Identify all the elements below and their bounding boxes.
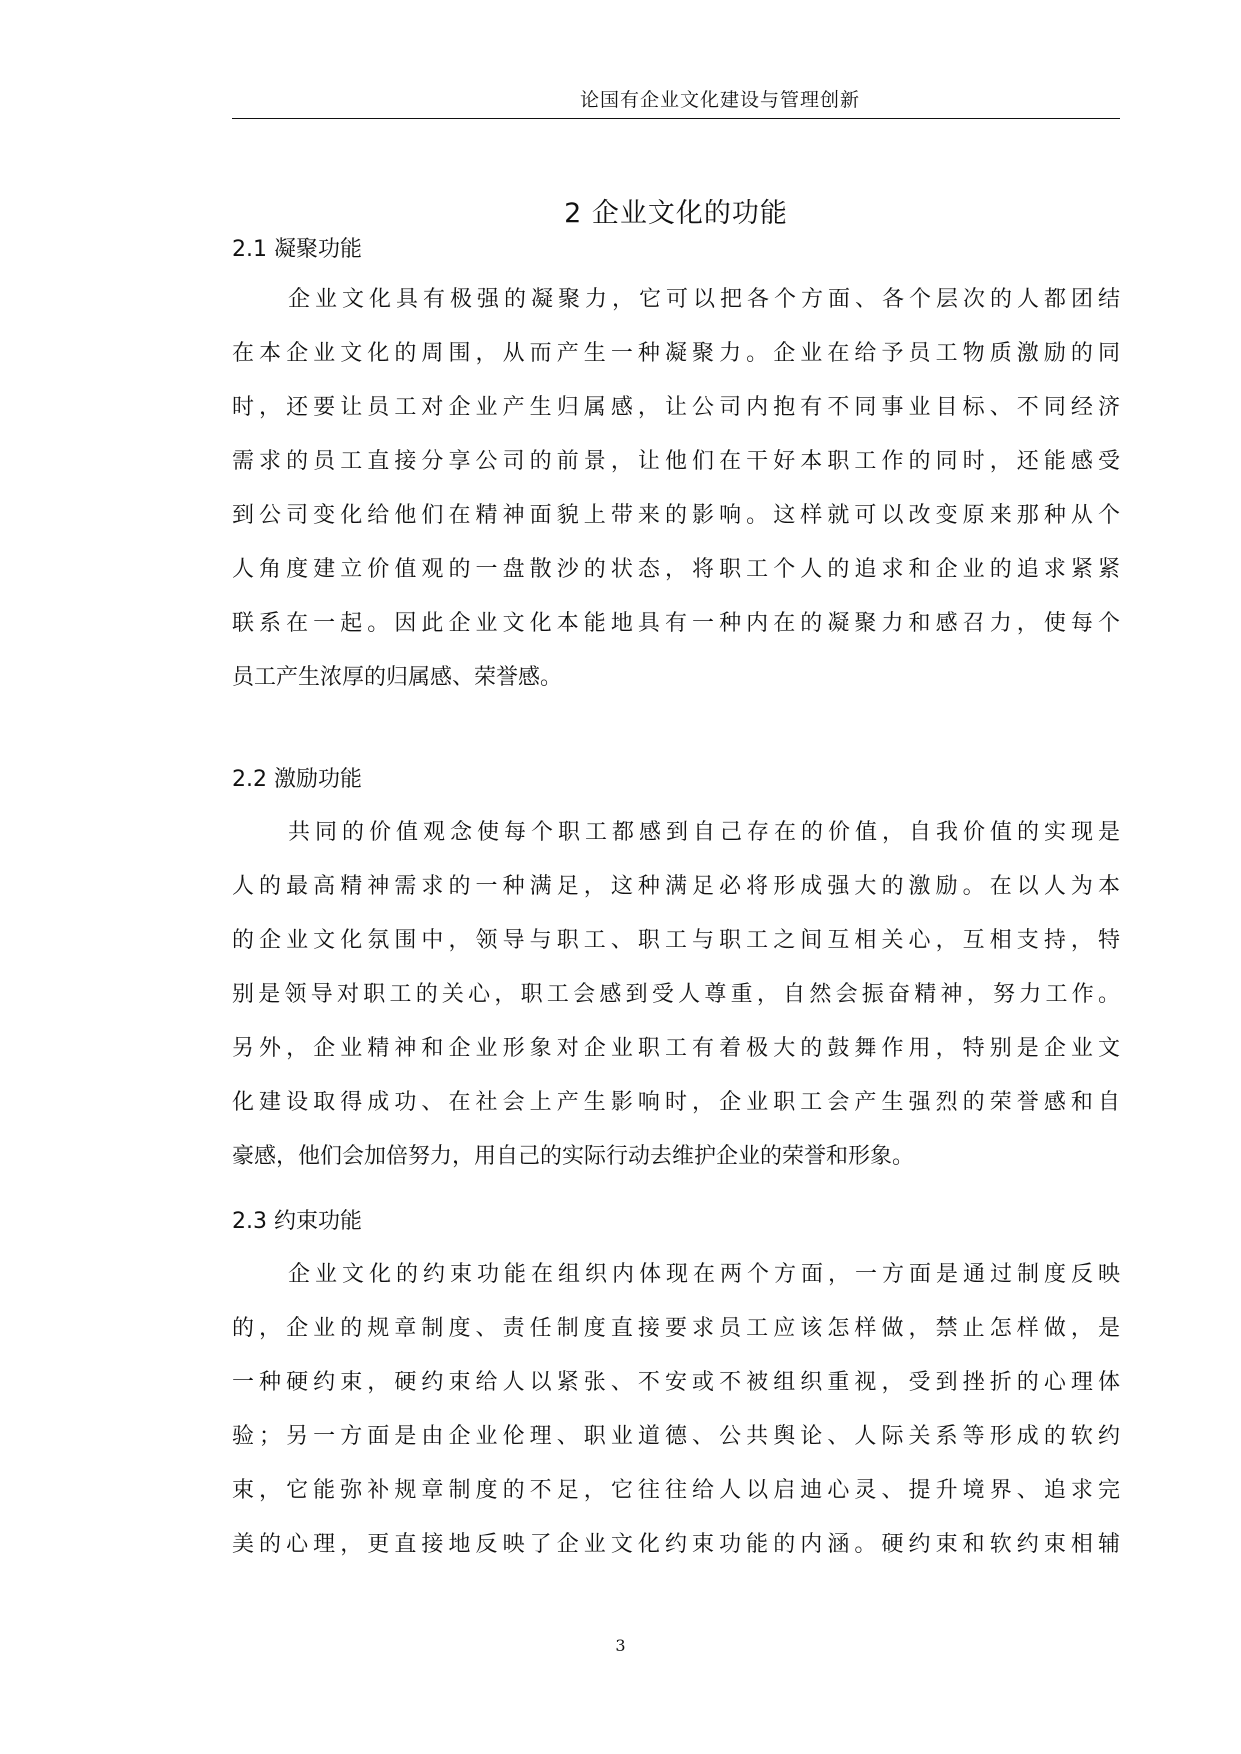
paragraph-line: 在本企业文化的周围，从而产生一种凝聚力。企业在给予员工物质激励的同 — [232, 341, 1120, 366]
paragraph-line: 束，它能弥补规章制度的不足，它往往给人以启迪心灵、提升境界、追求完 — [232, 1478, 1120, 1503]
page-number: 3 — [615, 1636, 626, 1655]
paragraph-line: 企业文化的约束功能在组织内体现在两个方面，一方面是通过制度反映 — [288, 1262, 1120, 1287]
paragraph-line: 人角度建立价值观的一盘散沙的状态，将职工个人的追求和企业的追求紧紧 — [232, 557, 1120, 582]
paragraph-line: 企业文化具有极强的凝聚力，它可以把各个方面、各个层次的人都团结 — [288, 287, 1120, 312]
paragraph-line: 化建设取得成功、在社会上产生影响时，企业职工会产生强烈的荣誉感和自 — [232, 1090, 1120, 1115]
paragraph-line: 验；另一方面是由企业伦理、职业道德、公共舆论、人际关系等形成的软约 — [232, 1424, 1120, 1449]
running-header-title: 论国有企业文化建设与管理创新 — [579, 89, 860, 111]
section-paragraph-2-1 — [232, 273, 1120, 705]
paragraph-line: 的企业文化氛围中，领导与职工、职工与职工之间互相关心，互相支持，特 — [232, 928, 1120, 953]
section-paragraph-2-2 — [232, 806, 1120, 1184]
section-heading-2-2: 2.2 激励功能 — [232, 767, 362, 792]
paragraph-line: 员工产生浓厚的归属感、荣誉感。 — [232, 665, 563, 690]
section-heading-2-1: 2.1 凝聚功能 — [232, 237, 362, 262]
paragraph-line: 一种硬约束，硬约束给人以紧张、不安或不被组织重视，受到挫折的心理体 — [232, 1370, 1120, 1395]
paragraph-line: 别是领导对职工的关心，职工会感到受人尊重，自然会振奋精神，努力工作。 — [232, 982, 1120, 1007]
paragraph-line: 豪感，他们会加倍努力，用自己的实际行动去维护企业的荣誉和形象。 — [232, 1144, 915, 1169]
paragraph-line: 美的心理，更直接地反映了企业文化约束功能的内涵。硬约束和软约束相辅 — [232, 1532, 1120, 1557]
running-header — [232, 86, 1120, 119]
paragraph-line: 时，还要让员工对企业产生归属感，让公司内抱有不同事业目标、不同经济 — [232, 395, 1120, 420]
paragraph-line: 到公司变化给他们在精神面貌上带来的影响。这样就可以改变原来那种从个 — [232, 503, 1120, 528]
paragraph-line: 人的最高精神需求的一种满足，这种满足必将形成强大的激励。在以人为本 — [232, 874, 1120, 899]
paragraph-line: 另外，企业精神和企业形象对企业职工有着极大的鼓舞作用，特别是企业文 — [232, 1036, 1120, 1061]
chapter-title: 2 企业文化的功能 — [564, 198, 788, 229]
paragraph-line: 共同的价值观念使每个职工都感到自己存在的价值，自我价值的实现是 — [288, 820, 1120, 845]
paragraph-line: 联系在一起。因此企业文化本能地具有一种内在的凝聚力和感召力，使每个 — [232, 611, 1120, 636]
section-paragraph-2-3 — [232, 1248, 1120, 1572]
section-heading-2-3: 2.3 约束功能 — [232, 1209, 362, 1234]
paragraph-line: 的，企业的规章制度、责任制度直接要求员工应该怎样做，禁止怎样做，是 — [232, 1316, 1120, 1341]
paragraph-line: 需求的员工直接分享公司的前景，让他们在干好本职工作的同时，还能感受 — [232, 449, 1120, 474]
